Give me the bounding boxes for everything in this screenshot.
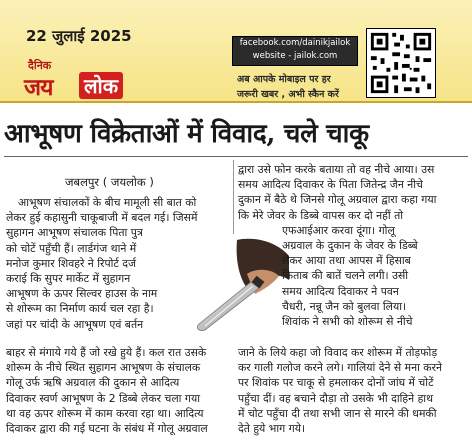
scan-caption-2: जरूरी खबर , अभी स्कैन करें bbox=[237, 89, 339, 100]
text-line: जहां पर चांदी के आभूषण एवं बर्तन bbox=[6, 317, 144, 331]
issue-date: 22 जुलाई 2025 bbox=[26, 27, 132, 45]
text-line: जाने के लिये कहा जो विवाद कर शोरूम में तोड़फोड़ bbox=[238, 346, 438, 359]
text-line: द्वारा उसे फोन करके बताया तो वह नीचे आया। उस bbox=[238, 163, 435, 176]
text-line: आभूषण संचालकों के बीच मामूली सी बात को bbox=[18, 196, 197, 209]
qr-code-icon[interactable] bbox=[366, 28, 436, 98]
text-line: देते हुये भाग गये। bbox=[238, 422, 306, 436]
headline: आभूषण विक्रेताओं में विवाद, चले चाकू bbox=[4, 119, 369, 149]
brand-small: दैनिक bbox=[28, 59, 52, 72]
text-line: शोरूम के नीचे स्थित सुहागन आभूषण के संचालक bbox=[6, 361, 201, 375]
text-line: पहुँचा दीं। वह बचाने दौड़ा तो उसके भी दाहिने हाथ bbox=[238, 391, 433, 405]
text-line: शिवांक ने सभी को शोरूम से नीचे bbox=[282, 315, 413, 329]
text-line: अग्रवाल के दुकान के जेवर के डिब्बे bbox=[282, 239, 418, 253]
text-line: लेकर आया तथा आपस में हिसाब bbox=[282, 254, 411, 268]
bottom-left-column bbox=[6, 345, 231, 436]
text-line: बाहर से मंगाये गये हैं जो रखे हुये हैं। कल रात उसके bbox=[6, 346, 207, 359]
text-line: लेकर हुई कहासुनी चाकूबाजी में बदल गई। जिसमें bbox=[6, 211, 198, 225]
text-line: समय आदित्य दिवाकर ने पवन bbox=[282, 284, 399, 298]
text-line: आभूषण के ऊपर सिल्वर हाउस के नाम bbox=[6, 287, 158, 301]
text-line: दिवाकर द्वारा की गई घटना के संबंध में गोलू अग्रवाल bbox=[6, 422, 208, 436]
text-line: एफआईआर करवा दूंगा। गोलू bbox=[282, 223, 395, 237]
newspaper-header bbox=[0, 0, 472, 103]
jaylok-logo bbox=[14, 58, 134, 101]
text-line: किताब की बातें चलने लगी। उसी bbox=[282, 269, 409, 283]
text-line: पर शिवांक पर चाकू से हमलाकर दोनों जांघ में चोटें bbox=[238, 376, 434, 390]
brand-jay: जय bbox=[24, 74, 53, 101]
dateline: जबलपुर ( जयलोक ) bbox=[65, 175, 154, 189]
text-line: समय आदित्य दिवाकर के पिता जितेन्द्र जैन नीचे bbox=[238, 178, 423, 192]
text-line: गोलू उर्फ ऋषि अग्रवाल की दुकान से आदित्य bbox=[6, 376, 180, 390]
social-links-box bbox=[232, 36, 358, 66]
text-line: दिवाकर स्वर्ण आभूषण के 2 डिब्बे लेकर चला गया bbox=[6, 391, 201, 405]
facebook-link[interactable]: facebook.com/dainikjailok bbox=[239, 38, 351, 48]
text-line: मनोज कुमार शिवहरे ने रिपोर्ट दर्ज bbox=[6, 256, 136, 270]
website-link[interactable]: website - jailok.com bbox=[252, 51, 338, 61]
text-line: कराई कि सुपर मार्केट में सुहागन bbox=[6, 272, 131, 286]
text-line: दुकान में बैठे थे जिनसे गोलू अग्रवाल द्वारा कहा गया bbox=[238, 193, 437, 207]
right-column-bottom bbox=[238, 345, 468, 436]
text-line: सुहागन आभूषण संचालक पिता पुत्र bbox=[6, 226, 143, 240]
text-line: से शोरूम का निर्माण कार्य चल रहा है। bbox=[6, 302, 154, 316]
text-line: में चोट पहुँचा दी तथा सभी जान से मारने की धमकी bbox=[238, 406, 437, 420]
right-column-top bbox=[238, 162, 468, 329]
text-line: चैधरी, नन्नू जैन को बुलवा लिया। bbox=[282, 299, 407, 313]
text-line: था वह ऊपर शोरूम में काम करवा रहा था। आदित्य bbox=[6, 406, 204, 420]
scan-caption-1: अब आपके मोबाइल पर हर bbox=[237, 74, 331, 85]
text-line: कर गाली गलोज करने लगे। गालियां देने से मना करने bbox=[238, 361, 443, 375]
headline-divider bbox=[4, 156, 468, 157]
text-line: को चोटें पहुँची हैं। लार्डगंज थाने में bbox=[6, 241, 137, 255]
text-line: कि मेरे जेवर के डिब्बे वापस कर दो नहीं तो bbox=[238, 208, 404, 222]
brand-lok: लोक bbox=[79, 72, 123, 99]
